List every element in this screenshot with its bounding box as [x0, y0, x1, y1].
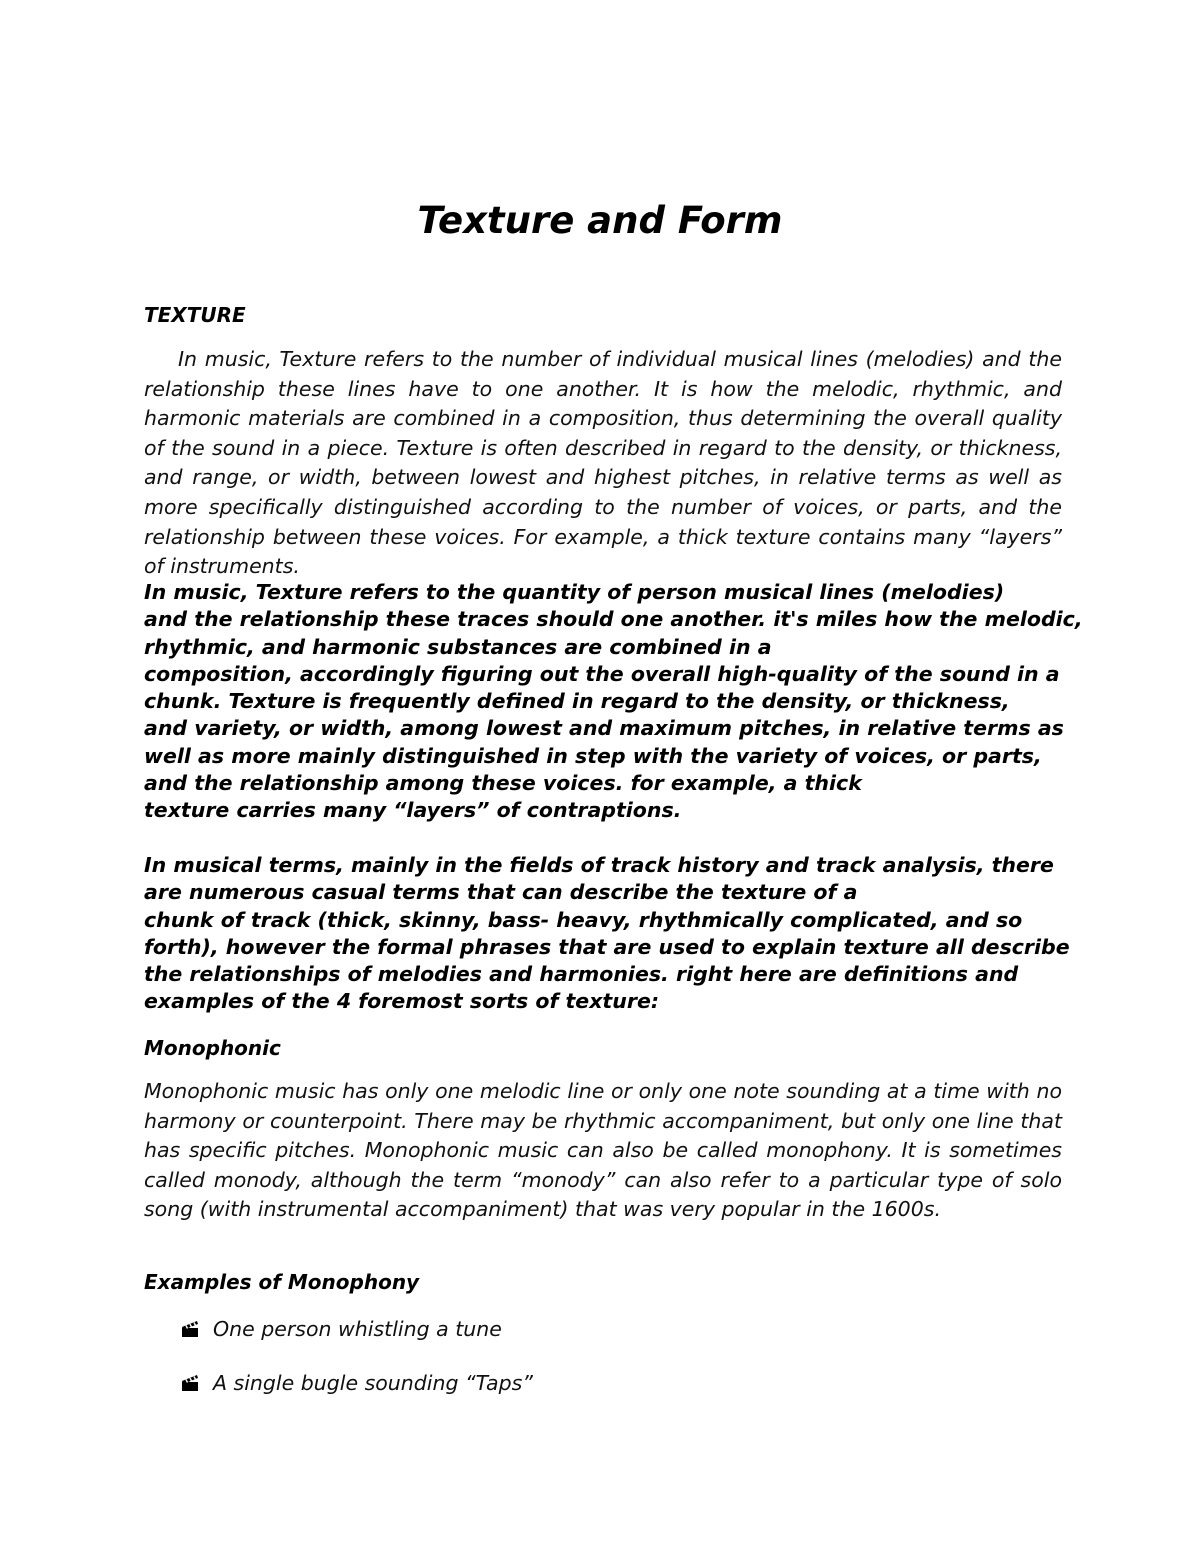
rewrite-line: and the relationship among these voices. for example, a thick	[144, 771, 862, 796]
terms-line: chunk of track (thick, skinny, bass- heavy, rhythmically complicated, and so	[144, 907, 1023, 932]
texture-paragraph: In music, Texture refers to the number of individual musical lines (melodies) and the relationship these lines have to one another. It is how the melodic, rhythmic, and harmonic materials are combined in a composition, thus determining the overall quality of the sound in a piece. Texture is often described in regard to the density, or thickness, and range, or width, between lowest and highest pitches, in relative terms as well as more specifically distinguished according to the number of voices, or parts, and the relationship between these voices. For example, a thick texture contains many “layers” of instruments.	[144, 347, 1062, 579]
rewrite-line: well as more mainly distinguished in step with the variety of voices, or parts,	[144, 743, 1042, 768]
list-item	[180, 1356, 533, 1410]
example-text: A single bugle sounding “Taps”	[213, 1371, 533, 1395]
examples-list	[180, 1302, 533, 1410]
texture-heading: TEXTURE	[144, 303, 246, 327]
clapperboard-icon	[180, 1372, 202, 1394]
list-item	[180, 1302, 533, 1356]
rewrite-line: chunk. Texture is frequently defined in regard to the density, or thickness,	[144, 689, 1010, 714]
terms-line: examples of the 4 foremost sorts of texture:	[144, 989, 660, 1014]
rewrite-line: rhythmic, and harmonic substances are combined in a	[144, 634, 772, 659]
rewrite-line: In music, Texture refers to the quantity of person musical lines (melodies)	[144, 580, 1005, 604]
monophonic-paragraph: Monophonic music has only one melodic line or only one note sounding at a time with no harmony or counterpoint. There may be rhythmic accompaniment, but only one line that has specific pitches. Monophonic music can also be called monophony. It is sometimes called monody, although the term “monody” can also refer to a particular type of solo song (with instrumental accompaniment) that was very popular in the 1600s.	[144, 1079, 1062, 1222]
rewrite-line: and the relationship these traces should one another. it's miles how the melodic,	[144, 607, 1083, 632]
rewrite-line: and variety, or width, among lowest and maximum pitches, in relative terms as	[144, 716, 1064, 741]
musical-terms-paragraph	[144, 852, 1104, 1016]
texture-rewrite-paragraph	[144, 579, 1104, 825]
terms-line: In musical terms, mainly in the fields of track history and track analysis, there	[144, 853, 1054, 877]
example-text: One person whistling a tune	[213, 1317, 502, 1341]
monophonic-heading: Monophonic	[144, 1036, 281, 1060]
terms-line: are numerous casual terms that can describe the texture of a	[144, 880, 858, 905]
page-title: Texture and Form	[417, 199, 783, 242]
clapperboard-icon	[180, 1318, 202, 1340]
examples-heading: Examples of Monophony	[144, 1270, 420, 1294]
rewrite-line: composition, accordingly figuring out the overall high-quality of the sound in a	[144, 661, 1060, 686]
rewrite-line: texture carries many “layers” of contraptions.	[144, 798, 682, 823]
terms-line: the relationships of melodies and harmonies. right here are definitions and	[144, 962, 1019, 987]
terms-line: forth), however the formal phrases that are used to explain texture all describe	[144, 934, 1070, 959]
